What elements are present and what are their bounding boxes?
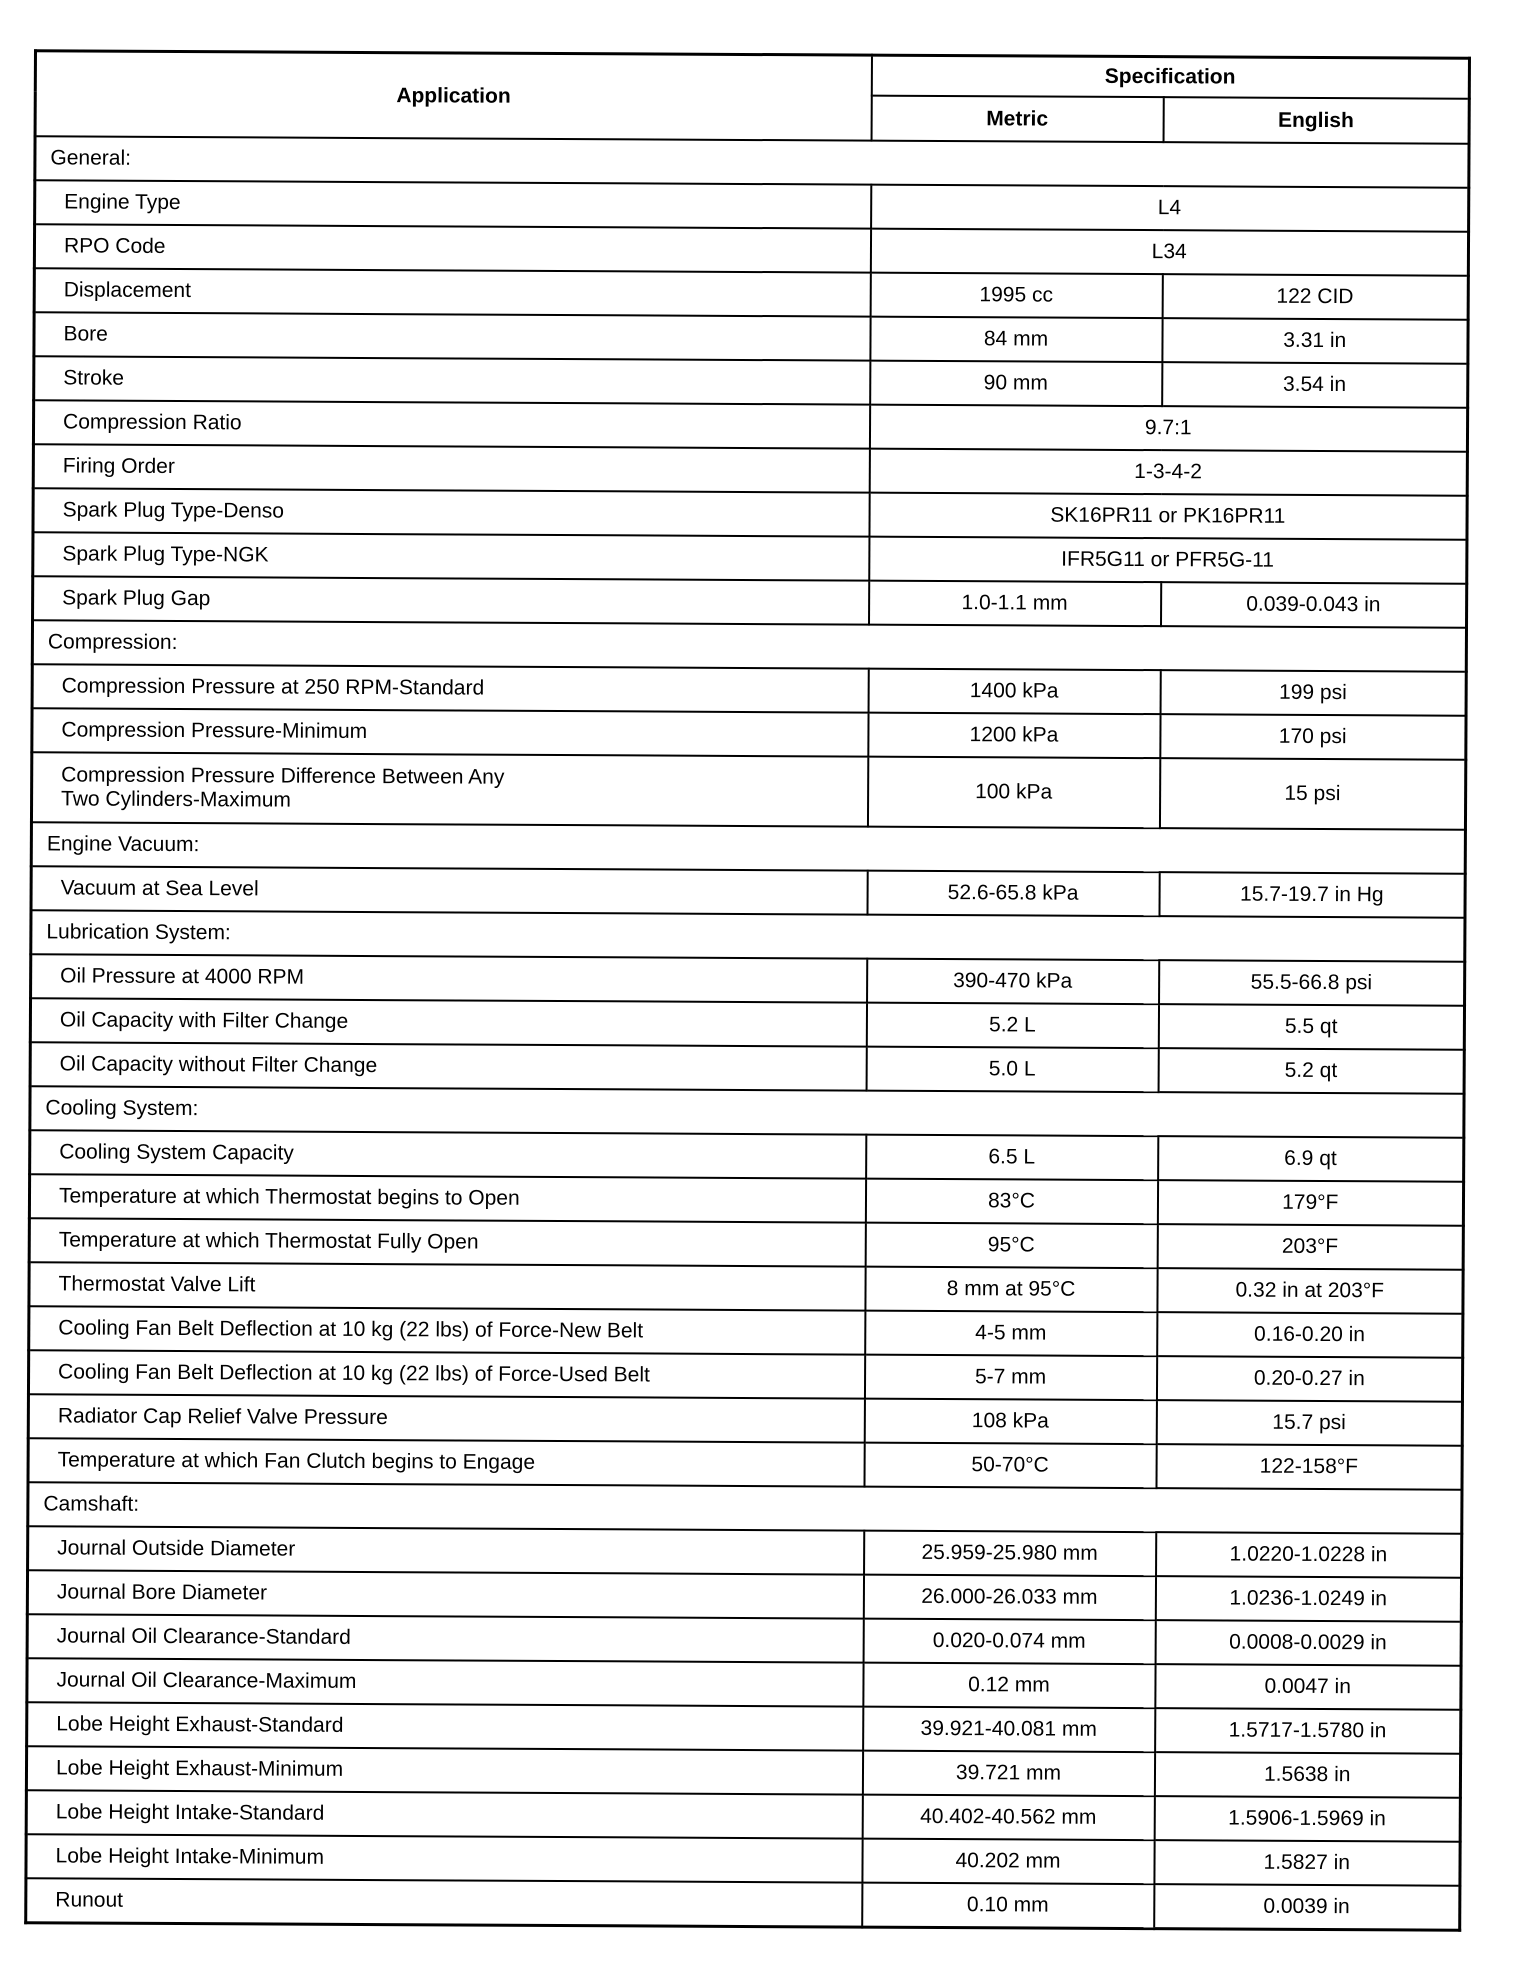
table-row: [28, 1438, 1462, 1490]
table-row: [33, 576, 1467, 628]
metric-value: 52.6-65.8 kPa: [867, 871, 1159, 917]
section-title: Lubrication System:: [31, 910, 1465, 962]
english-value: 122-158°F: [1156, 1444, 1462, 1490]
table-row: [32, 664, 1466, 716]
row-label: Oil Capacity with Filter Change: [30, 998, 866, 1046]
table-row: [31, 866, 1465, 918]
section-general: [35, 136, 1469, 188]
row-label: Vacuum at Sea Level: [31, 866, 867, 914]
english-value: 3.31 in: [1162, 318, 1468, 364]
metric-value: 390-470 kPa: [867, 959, 1159, 1005]
table-row: [30, 998, 1464, 1050]
combined-value: L4: [871, 185, 1469, 232]
row-label: Journal Oil Clearance-Standard: [27, 1614, 863, 1662]
row-label: Compression Pressure-Minimum: [32, 708, 868, 756]
table-row: [34, 224, 1468, 276]
metric-value: 25.959-25.980 mm: [864, 1531, 1156, 1577]
section-compression: [32, 620, 1466, 672]
metric-value: 100 kPa: [867, 757, 1159, 829]
metric-value: 108 kPa: [864, 1399, 1156, 1445]
table-row: [29, 1262, 1463, 1314]
row-label-line-2: Two Cylinders-Maximum: [61, 787, 292, 812]
row-label: Journal Oil Clearance-Maximum: [27, 1658, 863, 1706]
section-lubrication-system: [31, 910, 1465, 962]
metric-value: 8 mm at 95°C: [865, 1267, 1157, 1313]
row-label: Compression Pressure at 250 RPM-Standard: [32, 664, 868, 712]
metric-value: 95°C: [865, 1223, 1157, 1269]
table-row: [28, 1526, 1462, 1578]
table-row: [27, 1702, 1461, 1754]
english-value: 179°F: [1157, 1180, 1463, 1226]
row-label-line-1: Compression Pressure Difference Between Any: [61, 763, 505, 789]
metric-value: 1400 kPa: [868, 669, 1160, 715]
engine-specifications-table: [24, 49, 1471, 1931]
row-label: Lobe Height Intake-Minimum: [26, 1834, 862, 1882]
combined-value: IFR5G11 or PFR5G-11: [869, 537, 1467, 584]
table-row: [29, 1306, 1463, 1358]
row-label: Cooling Fan Belt Deflection at 10 kg (22 lbs) of Force-New Belt: [29, 1306, 865, 1354]
english-value: 15.7-19.7 in Hg: [1159, 872, 1465, 918]
english-value: 0.039-0.043 in: [1161, 582, 1467, 628]
section-title: General:: [35, 136, 1469, 188]
table-row: [29, 1218, 1463, 1270]
english-value: 5.5 qt: [1158, 1004, 1464, 1050]
metric-value: 40.202 mm: [862, 1839, 1154, 1885]
table-row: [34, 356, 1468, 408]
section-camshaft: [28, 1482, 1462, 1534]
table-row: [35, 180, 1469, 232]
metric-value: 0.10 mm: [862, 1883, 1154, 1929]
english-value: 170 psi: [1160, 714, 1466, 760]
row-label: Bore: [34, 312, 870, 360]
section-title: Compression:: [32, 620, 1466, 672]
english-value: 1.5906-1.5969 in: [1154, 1796, 1460, 1842]
english-value: 3.54 in: [1162, 362, 1468, 408]
metric-value: 84 mm: [870, 317, 1162, 363]
table-row: [33, 488, 1467, 540]
metric-value: 40.402-40.562 mm: [862, 1795, 1154, 1841]
row-label: Cooling Fan Belt Deflection at 10 kg (22 lbs) of Force-Used Belt: [28, 1350, 864, 1398]
section-title: Camshaft:: [28, 1482, 1462, 1534]
metric-value: 39.921-40.081 mm: [863, 1707, 1155, 1753]
section-title: Cooling System:: [30, 1086, 1464, 1138]
metric-value: 0.12 mm: [863, 1663, 1155, 1709]
row-label: Oil Capacity without Filter Change: [30, 1042, 866, 1090]
english-value: 1.0236-1.0249 in: [1155, 1576, 1461, 1622]
english-value: 0.16-0.20 in: [1157, 1312, 1463, 1358]
metric-value: 50-70°C: [864, 1443, 1156, 1489]
row-label: Lobe Height Intake-Standard: [26, 1790, 862, 1838]
english-value: 0.0008-0.0029 in: [1155, 1620, 1461, 1666]
row-label: Journal Bore Diameter: [27, 1570, 863, 1618]
english-value: 55.5-66.8 psi: [1159, 960, 1465, 1006]
metric-value: 4-5 mm: [865, 1311, 1157, 1357]
table-row: [27, 1658, 1461, 1710]
english-value: 5.2 qt: [1158, 1048, 1464, 1094]
row-label: Oil Pressure at 4000 RPM: [31, 954, 867, 1002]
english-value: 1.0220-1.0228 in: [1156, 1532, 1462, 1578]
engine-specifications-sheet: [24, 49, 1468, 1931]
row-label: Cooling System Capacity: [30, 1130, 866, 1178]
table-row: [26, 1878, 1460, 1930]
combined-value: 1-3-4-2: [869, 449, 1467, 496]
row-label: Radiator Cap Relief Valve Pressure: [28, 1394, 864, 1442]
section-engine-vacuum: [31, 822, 1465, 874]
row-label: Spark Plug Type-Denso: [33, 488, 869, 536]
english-value: 0.20-0.27 in: [1156, 1356, 1462, 1402]
row-label: [31, 752, 867, 826]
english-value: 0.0039 in: [1154, 1884, 1460, 1930]
row-label: Lobe Height Exhaust-Minimum: [26, 1746, 862, 1794]
english-value: 1.5717-1.5780 in: [1155, 1708, 1461, 1754]
metric-value: 1200 kPa: [868, 713, 1160, 759]
table-row: [28, 1350, 1462, 1402]
row-label: Stroke: [34, 356, 870, 404]
table-row: [33, 444, 1467, 496]
metric-value: 5-7 mm: [864, 1355, 1156, 1401]
english-value: 0.32 in at 203°F: [1157, 1268, 1463, 1314]
row-label: RPO Code: [34, 224, 870, 272]
english-value: 199 psi: [1160, 670, 1466, 716]
table-header: [35, 51, 1469, 144]
row-label: Journal Outside Diameter: [28, 1526, 864, 1574]
metric-value: 5.0 L: [866, 1047, 1158, 1093]
metric-value: 1.0-1.1 mm: [869, 581, 1161, 627]
english-value: 1.5827 in: [1154, 1840, 1460, 1886]
metric-value: 5.2 L: [866, 1003, 1158, 1049]
row-label: Engine Type: [35, 180, 871, 228]
metric-value: 26.000-26.033 mm: [863, 1575, 1155, 1621]
row-label: Spark Plug Gap: [33, 576, 869, 624]
table-row: [27, 1570, 1461, 1622]
table-row: [26, 1834, 1460, 1886]
metric-value: 90 mm: [870, 361, 1162, 407]
metric-value: 0.020-0.074 mm: [863, 1619, 1155, 1665]
metric-value: 6.5 L: [866, 1135, 1158, 1181]
metric-value: 1995 cc: [870, 273, 1162, 319]
row-label: Displacement: [34, 268, 870, 316]
row-label: Lobe Height Exhaust-Standard: [27, 1702, 863, 1750]
row-label: Thermostat Valve Lift: [29, 1262, 865, 1310]
application-column-header: Application: [35, 51, 871, 141]
row-label: Spark Plug Type-NGK: [33, 532, 869, 580]
english-value: 6.9 qt: [1158, 1136, 1464, 1182]
row-label: Runout: [26, 1878, 862, 1927]
combined-value: SK16PR11 or PK16PR11: [869, 493, 1467, 540]
english-value: 1.5638 in: [1154, 1752, 1460, 1798]
metric-value: 39.721 mm: [862, 1751, 1154, 1797]
english-value: 15.7 psi: [1156, 1400, 1462, 1446]
table-row: [34, 268, 1468, 320]
table-row: [33, 400, 1467, 452]
table-row: [30, 1042, 1464, 1094]
table-row: [26, 1746, 1460, 1798]
section-title: Engine Vacuum:: [31, 822, 1465, 874]
english-value: 15 psi: [1159, 758, 1465, 830]
combined-value: 9.7:1: [869, 405, 1467, 452]
table-row: [27, 1614, 1461, 1666]
specification-column-header: Specification: [871, 55, 1469, 99]
row-label: Compression Ratio: [33, 400, 869, 448]
combined-value: L34: [870, 229, 1468, 276]
english-value: 0.0047 in: [1155, 1664, 1461, 1710]
table-row: [29, 1174, 1463, 1226]
table-row: [31, 752, 1465, 830]
table-row: [34, 312, 1468, 364]
row-label: Temperature at which Thermostat begins to Open: [29, 1174, 865, 1222]
row-label: Firing Order: [33, 444, 869, 492]
table-row: [32, 708, 1466, 760]
table-row: [26, 1790, 1460, 1842]
english-value: 122 CID: [1162, 274, 1468, 320]
english-value: 203°F: [1157, 1224, 1463, 1270]
table-row: [31, 954, 1465, 1006]
metric-column-header: Metric: [871, 96, 1163, 143]
table-row: [30, 1130, 1464, 1182]
table-row: [33, 532, 1467, 584]
metric-value: 83°C: [865, 1179, 1157, 1225]
row-label: Temperature at which Fan Clutch begins to Engage: [28, 1438, 864, 1486]
english-column-header: English: [1163, 97, 1469, 144]
section-cooling-system: [30, 1086, 1464, 1138]
table-row: [28, 1394, 1462, 1446]
row-label: Temperature at which Thermostat Fully Open: [29, 1218, 865, 1266]
